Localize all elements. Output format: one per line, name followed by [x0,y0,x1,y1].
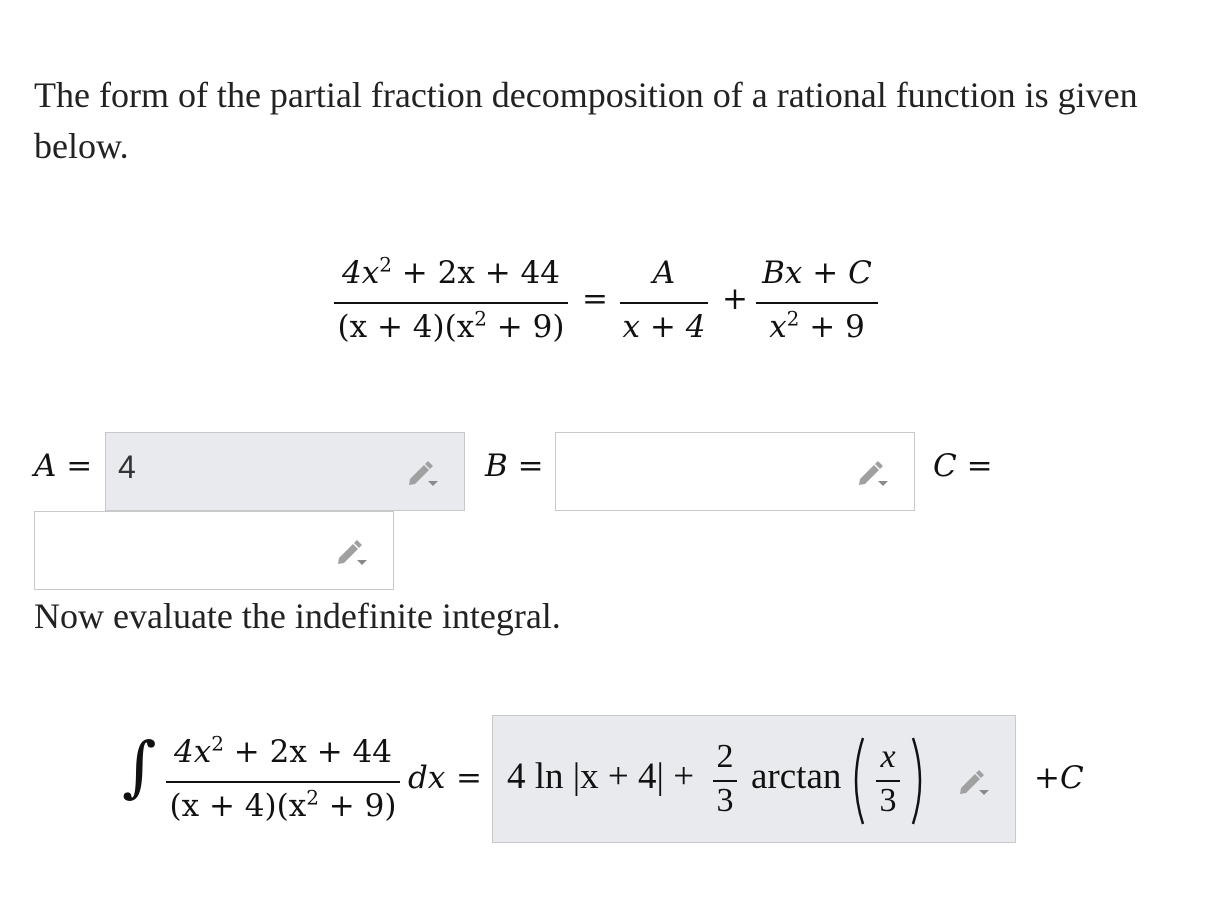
plus-sign: + [722,281,748,317]
decomposition-equation [0,0,1230,400]
integrand-denominator: $(x + 4)(x^2 + 9)$ [169,785,397,824]
integral-answer-field[interactable] [492,715,1016,843]
intro-line-2: below. [34,126,129,166]
term2-denominator: $x^2 + 9$ [769,306,865,345]
integral-equals-sign: = [456,760,482,796]
term1-fraction [620,255,708,350]
answer-function: arctan [751,756,842,797]
integral-sign: ∫ [122,728,157,805]
term1-denominator: x + 4 [622,309,706,345]
term2-fraction [756,255,878,350]
integrand-fraction [166,731,400,829]
intro-line-1: The form of the partial fraction decomposition of a rational function is given [34,75,1138,115]
answer-coefficient: 2 3 [713,738,737,824]
answer-argument: x 3 [876,738,900,824]
differential: dx [408,760,446,796]
a-answer-value: 4 [118,449,136,485]
pencil-edit-icon[interactable] [406,457,440,487]
term2-numerator: Bx + C [762,255,872,291]
c-label: C = [933,448,993,484]
constant-of-integration: +C [1034,760,1084,796]
a-label: A = [34,448,93,484]
b-label: B = [485,448,544,484]
integral-prompt: Now evaluate the indefinite integral. [34,596,561,636]
lhs-fraction [334,252,568,350]
pencil-edit-icon[interactable] [957,766,991,796]
b-answer-field[interactable] [555,432,915,511]
lhs-numerator: $4x^2 + 2x + 44$ [342,252,560,291]
a-answer-field[interactable] [105,432,465,511]
lhs-denominator: $(x + 4)(x^2 + 9)$ [337,306,565,345]
equals-sign: = [582,281,608,317]
answer-prefix: 4 ln |x + 4| + [507,756,695,797]
integrand-numerator: $4x^2 + 2x + 44$ [174,731,392,770]
pencil-edit-icon[interactable] [335,536,369,566]
pencil-edit-icon[interactable] [856,457,890,487]
term1-numerator: A [652,255,676,291]
c-answer-field[interactable] [34,511,394,590]
